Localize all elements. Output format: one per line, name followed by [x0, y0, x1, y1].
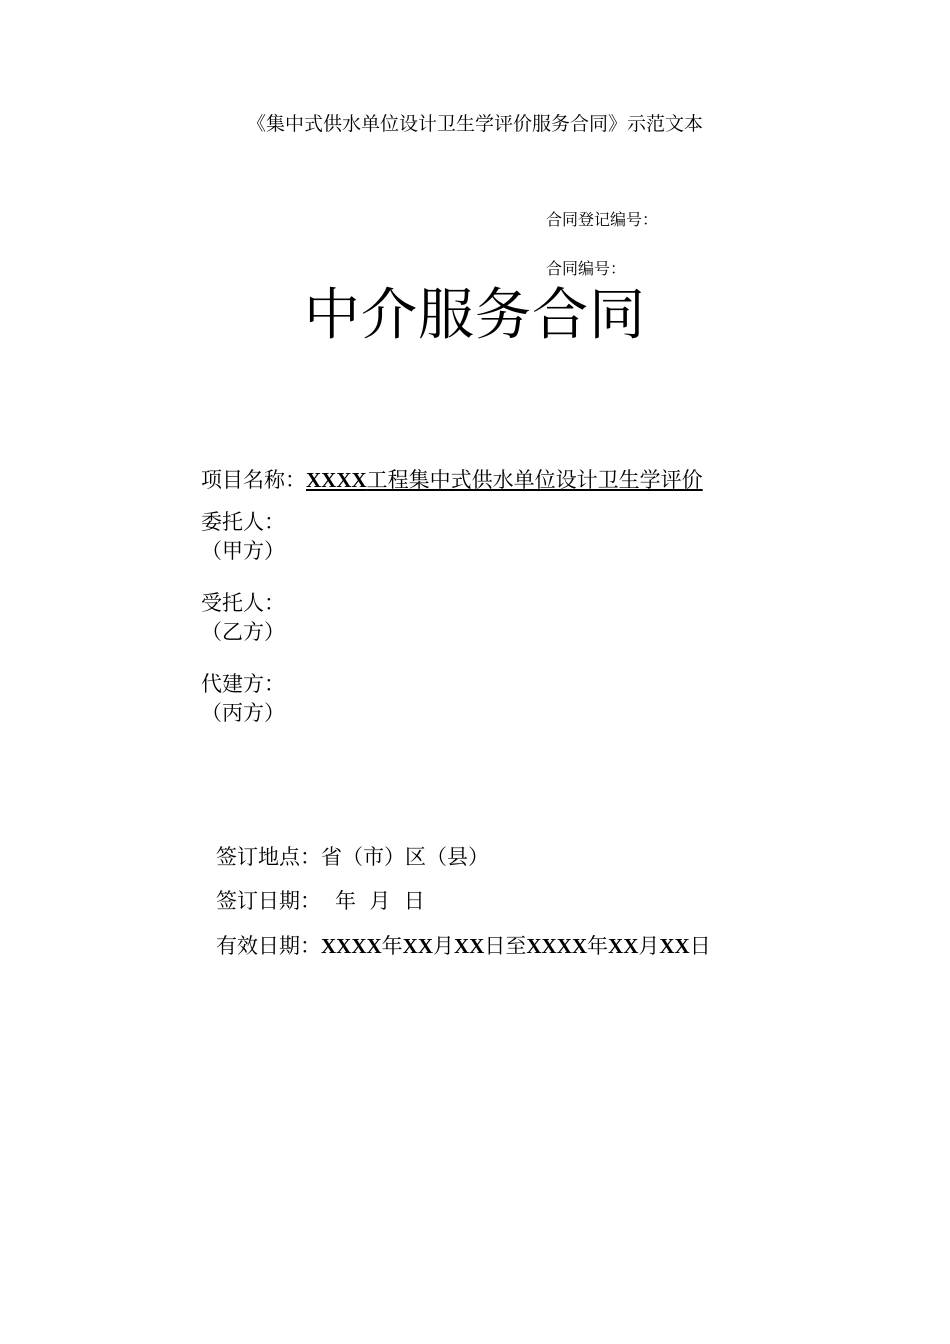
validity-year-start: XXXX [321, 934, 382, 958]
validity-value [321, 934, 711, 958]
validity-month-unit-end: 月 [638, 934, 660, 958]
signing-date-row [216, 891, 425, 912]
project-name-rest: 工程集中式供水单位设计卫生学评价 [366, 468, 703, 492]
validity-month-start: XX [402, 934, 434, 958]
validity-month-unit: 月 [433, 934, 455, 958]
contractor-label: 受托人： [201, 591, 285, 615]
contract-number-label: 合同编号： [546, 259, 627, 278]
project-name-value [306, 468, 703, 492]
validity-period-row [216, 936, 711, 957]
project-name-label: 项目名称： [201, 468, 306, 492]
validity-year-unit: 年 [381, 934, 403, 958]
project-name-prefix: XXXX [306, 468, 367, 492]
contractor-role: （乙方） [201, 620, 285, 644]
validity-to: 日至 [484, 934, 527, 958]
validity-day-start: XX [454, 934, 485, 958]
registration-number-label: 合同登记编号： [546, 210, 659, 229]
contract-title: 中介服务合同 [304, 283, 646, 348]
client-label: 委托人： [201, 510, 285, 534]
signing-place-label: 签订地点： [216, 845, 321, 869]
agent-builder-role: （丙方） [201, 701, 285, 725]
signing-place-row [216, 847, 489, 868]
signing-date-label: 签订日期： [216, 889, 321, 913]
agent-builder-label: 代建方： [201, 672, 285, 696]
validity-day-end: XX [659, 934, 690, 958]
signing-date-value: 年 月 日 [335, 889, 425, 913]
validity-year-unit-end: 年 [587, 934, 609, 958]
validity-day-unit-end: 日 [689, 934, 711, 958]
document-header: 《集中式供水单位设计卫生学评价服务合同》示范文本 [246, 113, 703, 135]
validity-label: 有效日期： [216, 934, 321, 958]
validity-month-end: XX [608, 934, 639, 958]
signing-place-value: 省（市）区（县） [321, 845, 489, 869]
client-role: （甲方） [201, 539, 285, 563]
project-name-row [201, 470, 703, 491]
validity-year-end: XXXX [526, 934, 588, 958]
